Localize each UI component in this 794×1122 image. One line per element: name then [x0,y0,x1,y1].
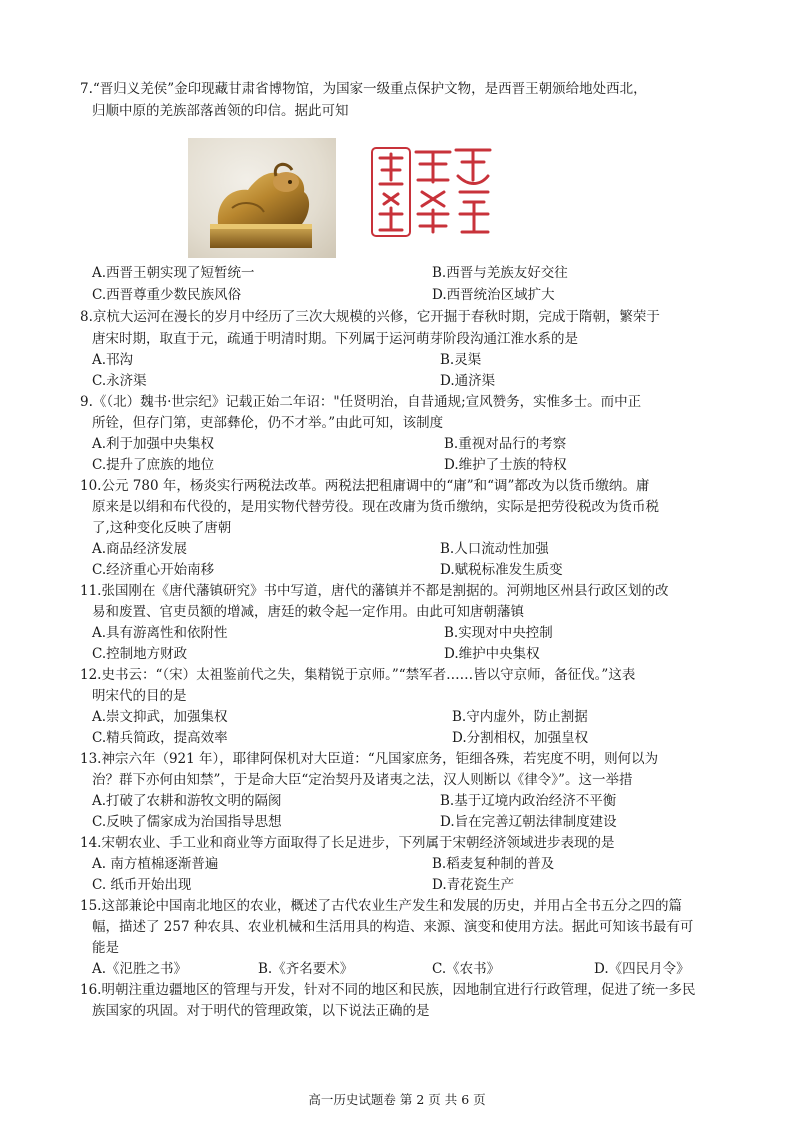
q15-stem-line3: 能是 [92,940,119,956]
q12-stem-line2: 明宋代的目的是 [92,688,187,704]
golden-seal-photo-icon [188,138,336,258]
q15-option-c: C.《农书》 [432,961,501,977]
q11-option-a: A.具有游离性和依附性 [92,625,228,641]
q10-option-d: D.赋税标准发生质变 [440,562,563,578]
q8-stem-line1: 8.京杭大运河在漫长的岁月中经历了三次大规模的兴修，它开掘于春秋时期，完成于隋朝，繁荣于 [80,309,660,325]
q9-stem-line2: 所铨，但存门第，吏部彝伦，仍不才举。”由此可知，该制度 [92,415,444,431]
q14-option-a: A. 南方植棉逐渐普遍 [92,856,219,872]
q9-option-d: D.维护了士族的特权 [444,457,567,473]
q15-stem-line1: 15.这部兼论中国南北地区的农业，概述了古代农业生产发生和发展的历史，并用占全书五分之四的篇 [80,898,682,914]
q13-stem-line2: 治？群下亦何由知禁”，于是命大臣“定治契丹及诸夷之法，汉人则断以《律令》”。这一举措 [92,772,633,788]
q15-option-b: B.《齐名要术》 [258,961,354,977]
q9-option-c: C.提升了庶族的地位 [92,457,215,473]
q11-option-d: D.维护中央集权 [444,646,540,662]
page-footer: 高一历史试题卷 第 2 页 共 6 页 [308,1092,486,1107]
q12-stem-line1: 12.史书云：“（宋）太祖鉴前代之失，集精锐于京师。”“禁军者……皆以守京师，备征伐。”这表 [80,667,636,683]
q11-stem-line1: 11.张国刚在《唐代藩镇研究》书中写道，唐代的藩镇并不都是割据的。河朔地区州县行政区划的改 [80,583,669,599]
q8-option-d: D.通济渠 [440,373,496,389]
q11-stem-line2: 易和废置、官吏员额的增减，唐廷的敕令起一定作用。由此可知唐朝藩镇 [92,604,524,620]
q12-option-d: D.分割相权，加强皇权 [452,730,589,746]
q15-stem-line2: 幅，描述了 257 种农具、农业机械和生活用具的构造、来源、演变和使用方法。据此可知该书最有可 [92,919,694,935]
q14-option-b: B.稻麦复种制的普及 [432,856,555,872]
q7-stem-line1: 7.“晋归义羌侯”金印现藏甘肃省博物馆，为国家一级重点保护文物，是西晋王朝颁给地处西北， [80,81,647,97]
q14-stem-line1: 14.宋朝农业、手工业和商业等方面取得了长足进步，下列属于宋朝经济领域进步表现的是 [80,835,615,851]
q9-option-b: B.重视对品行的考察 [444,436,567,452]
q8-option-b: B.灵渠 [440,352,482,368]
q9-stem-line1: 9.《（北）魏书·世宗纪》记载正始二年诏："任贤明治，自昔通规;宣风赞务，实惟多士。而中正 [80,394,642,410]
q13-option-a: A.打破了农耕和游牧文明的隔阂 [92,793,282,809]
q15-option-d: D.《四民月令》 [594,961,690,977]
q10-stem-line3: 了,这种变化反映了唐朝 [92,520,232,536]
q7-option-a: A.西晋王朝实现了短暂统一 [92,265,255,281]
q14-option-c: C. 纸币开始出现 [92,877,192,893]
q7-option-d: D.西晋统治区域扩大 [432,287,555,303]
q14-option-d: D.青花瓷生产 [432,877,515,893]
q13-option-c: C.反映了儒家成为治国指导思想 [92,814,282,830]
q13-option-d: D.旨在完善辽朝法律制度建设 [440,814,617,830]
q9-option-a: A.利于加强中央集权 [92,436,215,452]
q10-option-a: A.商品经济发展 [92,541,188,557]
q7-option-c: C.西晋尊重少数民族风俗 [92,287,242,303]
q16-stem-line2: 族国家的巩固。对于明代的管理政策，以下说法正确的是 [92,1003,430,1019]
q10-option-c: C.经济重心开始南移 [92,562,215,578]
q8-option-c: C.永济渠 [92,373,147,389]
q12-option-c: C.精兵简政，提高效率 [92,730,228,746]
q16-stem-line1: 16.明朝注重边疆地区的管理与开发，针对不同的地区和民族，因地制宜进行行政管理，促进了统一多民 [80,982,696,998]
q11-option-c: C.控制地方财政 [92,646,188,662]
q8-option-a: A.邗沟 [92,352,134,368]
q12-option-b: B.守内虚外，防止割据 [452,709,588,725]
q10-stem-line1: 10.公元 780 年，杨炎实行两税法改革。两税法把租庸调中的“庸”和“调”都改为以货币缴纳。庸 [80,478,650,494]
q13-stem-line1: 13.神宗六年（921 年），耶律阿保机对大臣道：“凡国家庶务，钜细各殊，若宪度不明，则何以为 [80,751,659,767]
q15-option-a: A.《氾胜之书》 [92,961,188,977]
q8-stem-line2: 唐宋时期，取直于元，疏通于明清时期。下列属于运河萌芽阶段沟通江淮水系的是 [92,331,578,347]
q7-option-b: B.西晋与羌族友好交往 [432,265,568,281]
q10-stem-line2: 原来是以绢和布代役的，是用实物代替劳役。现在改庸为货币缴纳，实际是把劳役税改为货币税 [92,499,659,515]
q13-option-b: B.基于辽境内政治经济不平衡 [440,793,617,809]
q12-option-a: A.崇文抑武，加强集权 [92,709,228,725]
q7-stem-line2: 归顺中原的羌族部落酋领的印信。据此可知 [92,103,349,119]
q10-option-b: B.人口流动性加强 [440,541,549,557]
seal-impression-icon [368,140,496,244]
q11-option-b: B.实现对中央控制 [444,625,553,641]
